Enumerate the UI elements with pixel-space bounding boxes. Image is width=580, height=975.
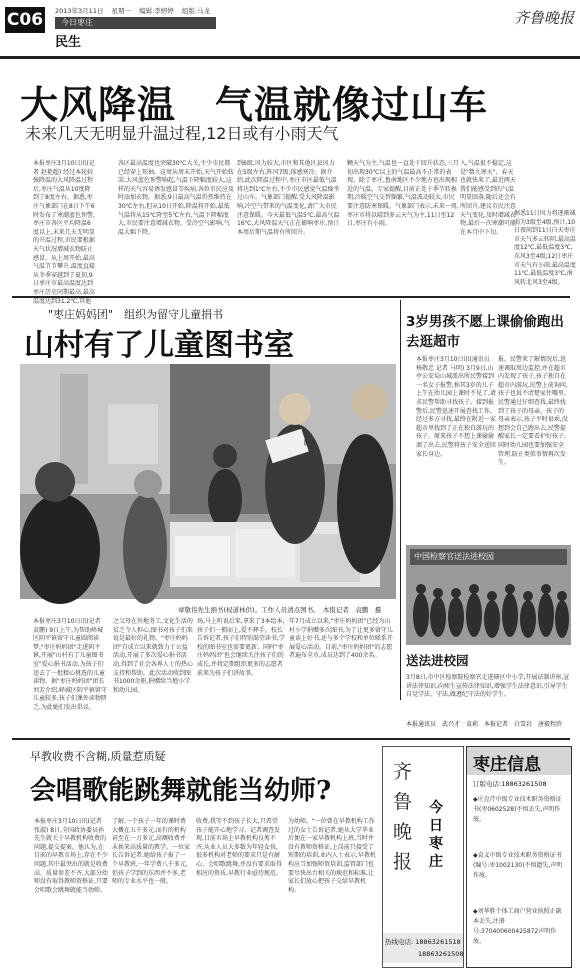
page-number: C06 [5, 7, 45, 33]
ad-phone-2: 18863261508 [418, 950, 464, 958]
classified-box [466, 746, 572, 968]
column-divider [400, 300, 401, 700]
layout-credit: 组版:马龙 [181, 7, 211, 15]
masthead-logo: 齐鲁晚报 [513, 9, 574, 27]
library-column-3: 场,马上听说后来,拿来了3本绘本,孩子们一拥而上,爱不释手。校长告诉记者,孩子们特别渴望读书,学校的图书室也需要更新。同时"枣庄妈妈团"也会继续关注孩子们的成长,并将定期组织更多的志愿者前来为孩子们讲故事。 [197, 618, 285, 677]
law-body: 3月8日,市中区检察院检察官走进辖区中小学,开展法制讲座,宣讲法律知识,向师生宣传法律知识,增强学生法律意识,引导学生自觉学法、守法,做遵纪守法的好学生。 [406, 674, 570, 699]
page-header [0, 0, 580, 59]
boy-column-1: 本报枣庄3月10日讯(通讯员 杨敬忠 记者 马明) 3月9日,山亭公安局山城派出所民警接到一名女子报警,称其3岁的儿子上午在幼儿园上课时不见了,请求民警帮助寻找孩子。接到报警后,民警迅速开展查找工作,经过多方寻找,最终在附近一家超市里找到了正在独自游玩的孩子。原来孩子不想上课偷偷溜了出去,民警将孩子安全送回家长身边。 [416, 356, 496, 458]
law-headline: 送法进校园 [406, 653, 469, 668]
lead-column-2: 各区最高温度也突破30℃大关,不少市民都已经穿上短袖。这周从周末开始,天气开始转凉,大风蓝色预警响起,气温下降幅度较大,这样的天气容易诱发感冒等疾病,各位市民应及时添加衣物。据悉,9日最高气温仍然维持在30℃左右,但从10日开始,降温将开始,最低气温将从15℃降至5℃左右,气温下降幅度大,市民要注意增减衣物。受冷空气影响,气温大幅下降。 [118, 160, 234, 236]
lead-column-7: 据悉11日风力将逐渐减弱为3级至4级,预计,10日夜间到11日白天枣庄市天气多云转阴,最高温度12℃,最低温度3℃,东风3至4级;12日枣庄市天气有小雨,最高温度11℃,最低温度3℃,南风转北风3至4级。 [514, 210, 576, 286]
photo-caption: 章敬伟先生捐书(权道林供)。工作人员清点图书。 本报记者 袁鹏 摄 [178, 606, 382, 614]
classified-header [467, 747, 571, 775]
divider [12, 738, 570, 740]
weekday: 星期一 [111, 7, 132, 15]
header-meta [55, 6, 216, 15]
section-bar: 今日枣庄 [55, 17, 216, 29]
law-photo [406, 545, 571, 645]
boy-headline: 3岁男孩不愿上课偷偷跑出去逛超市 [406, 314, 564, 350]
kinder-column-4: 为幼师。"一位曾在早教机构工作过的女士告诉记者,她从大学毕业后便在一家早教机构上班,当时并没有教师资格证,上岗前只接受了短期的培训,业内人士表示,早教机构应当加强师资培训,监管部门也要尽快出台相关的规范和标准,让家长们放心把孩子交给早教机构。 [288, 818, 376, 894]
ad-phone-1: 热线电话: 18863261518 [385, 938, 461, 946]
library-kicker: "枣庄妈妈团" 组织为留守儿童捐书 [48, 308, 224, 321]
ad-phone-box [383, 933, 463, 963]
classified-item-2: ◆袁义中级专业技术职务资格证书(编号:枣1002130)不慎遗失,声明作废。 [473, 852, 563, 879]
classified-hotline: 订版电话:18863261508 [473, 780, 547, 788]
lead-headline: 大风降温 气温就像过山车 [20, 82, 489, 127]
library-headline: 山村有了儿童图书室 [24, 328, 294, 363]
book-cover-title: 图书 [304, 440, 317, 447]
law-credit: 本报通讯员 武兴才 袁莉 本报记者 白雪岩 唐毅程滨 [406, 721, 563, 728]
classified-item-1: ◆庄克芹中级专业技术职务资格证书(枣0602528)不慎丢失,声明作废。 [473, 796, 562, 823]
kinder-headline: 会唱歌能跳舞就能当幼师? [30, 776, 332, 806]
library-photo-scene [20, 364, 396, 599]
kinder-column-3: 收费,我等不到孩子长大,只希望孩子能开心地学习。记者调查发现,目前市场上早教机构良莠不齐,从业人员大多数为年轻女孩,很多机构对老师的要求只是有耐心、会唱歌跳舞,并没有要求取得相应的资质,早教行业亟待规范。 [196, 818, 282, 877]
lead-column-5: 颗天气为主,气温也一直处于回升状态,三月初出现30℃以上的气温最高不正常的表现。除了枣庄,鲁南地区不少地方也出现相近的气温。专家提醒,目前正处于季节转换期,冷暖空气交替频繁,气温波动较大,市民要注意防寒保暖。气象部门表示,未来一周,枣庄市将以晴到多云天气为主,11日至12日,枣庄有小雨。 [347, 160, 459, 228]
boy-column-2: 报。民警来了解情况后,迅速调取周边监控,并在超市内发现了孩子,孩子独自在超市内游玩,民警上前询问,孩子也说不清楚家住哪里,民警通过仔细查找,最终找到了孩子的母亲。孩子的母亲表示,孩子平时很乖,没想到会自己跑出去,民警提醒家长一定要看护好孩子,同时幼儿园也要加强安全管理,防止类似事情再次发生。 [498, 356, 568, 467]
lead-column-3: 到6级,风力较大,市区和其他区县风力在5级左右,阵风7级,体感寒冷。据介绍,此次降温过程中,枣庄市区最低气温将达到1℃左右,不少市民感觉气温像坐过山车。气象部门提醒,受大风降温影响,冷空气带来的气温变化,请广大市民注意保暖。今天最低气温5℃,最高气温16℃,大风降温天气正在影响枣庄,预计本周后期气温将有所回升。 [237, 160, 340, 236]
library-column-1: 本报枣庄3月10日讯(记者 袁鹏) 9日上午,为帮助峄城区阴平镇留守儿童圆阅读梦,"枣庄妈妈团"走进阴平镇,开展"山村有了儿童图书室"爱心捐书活动,为孩子们送去了一批精心挑选的儿童读物。据"枣庄妈妈团"团长刘芳介绍,峄城区阴平镇留守儿童较多,孩子们课外读物匮乏,为此她们发出倡议。 [33, 618, 107, 711]
library-photo [20, 364, 396, 599]
classified-title: 枣庄信息 [473, 755, 541, 775]
kinder-column-1: 本报枣庄3月10日讯(记者 张淑) 8日,全国政协委员孙先生就关于早教机构收费的问题,提交提案。他认为,在目前的早教市场上,存在不少问题,其中最突出的就是收费高、质量参差不齐,大部分幼师没有取得教师资格证,只要会唱歌会跳舞就能当幼师。 [34, 818, 108, 894]
masthead-ad [382, 746, 464, 968]
library-column-2: 之父母在外地务工,文化生活的贫乏令人担心,图书对孩子们来说是最好的礼物。"枣庄妈妈团"自成立以来就致力于公益活动,开展了多次爱心捐书活动,得到了社会各界人士的热心支持和帮助。此次活动收到图书1000余册,捐赠给当地小学和幼儿园。 [113, 618, 193, 694]
classified-item-3: ◆刘华胜个体工商户营业执照正副本丢失,注册号:370400600425872声明作废。 [473, 908, 562, 945]
library-column-4: 年7月成立以来,"枣庄妈妈团"已经为山村小学捐赠多次图书,为了让更多留守儿童读上好书,还与多个学校和单位联系开展爱心活动。目前,"枣庄妈妈团"的志愿者遍布全市,成员达到了400余名。 [289, 618, 393, 660]
law-banner: 中国检察官送法进校园 [414, 552, 494, 561]
lead-column-1: 本报枣庄3月10日讯(记者 赵艳超) 经过本轮较强降温的大风降温过程后,枣庄气温从10度降到了8度左右。据悉,枣庄气象部门在8日下午6时发布了寒潮蓝色预警,枣庄市各区平均降温6度以上,未来几天无明显的升温过程,市民要根据天气状况增减衣物防止感冒。从上周开始,最高气温节节攀升,温度直接从冬季穿越到了夏初,9日枣庄市最高温度达到枣庄历史同期最高,最高温度达到31.2℃,其他 [33, 160, 95, 305]
editor-credit: 编辑:李婷婷 [139, 7, 174, 15]
kinder-column-2: 了解,一个孩子一年的课时费大概在五千多元,而有的机构甚至在一万多元,高额收费并未换来高质量的教学。一位家长告诉记者,她给孩子报了一个早教班,一年学费八千多元,但孩子学到的东西并不多,老师的专业水平也一般。 [112, 818, 191, 886]
section-title: 民生 [55, 35, 82, 50]
vertical-masthead-logo: 齐鲁晚报 [393, 761, 413, 873]
divider [12, 296, 570, 298]
issue-date: 2013年3月11日 [55, 7, 104, 15]
ad-title: 今日枣庄 [429, 800, 443, 870]
lead-column-6: 入,气温很不稳定,这是"数九寒天"、春天也就快来了,最近两天我们能感受到的气温明显回落,随后还会有所回升,建议市民注意天气变化,及时增减衣物,最后一次寒潮可能在本月中下旬。 [460, 160, 516, 236]
kinder-kicker: 早教收费不含糊,质量惹质疑 [30, 750, 166, 763]
lead-subhead: 未来几天无明显升温过程,12日或有小雨天气 [25, 124, 339, 143]
